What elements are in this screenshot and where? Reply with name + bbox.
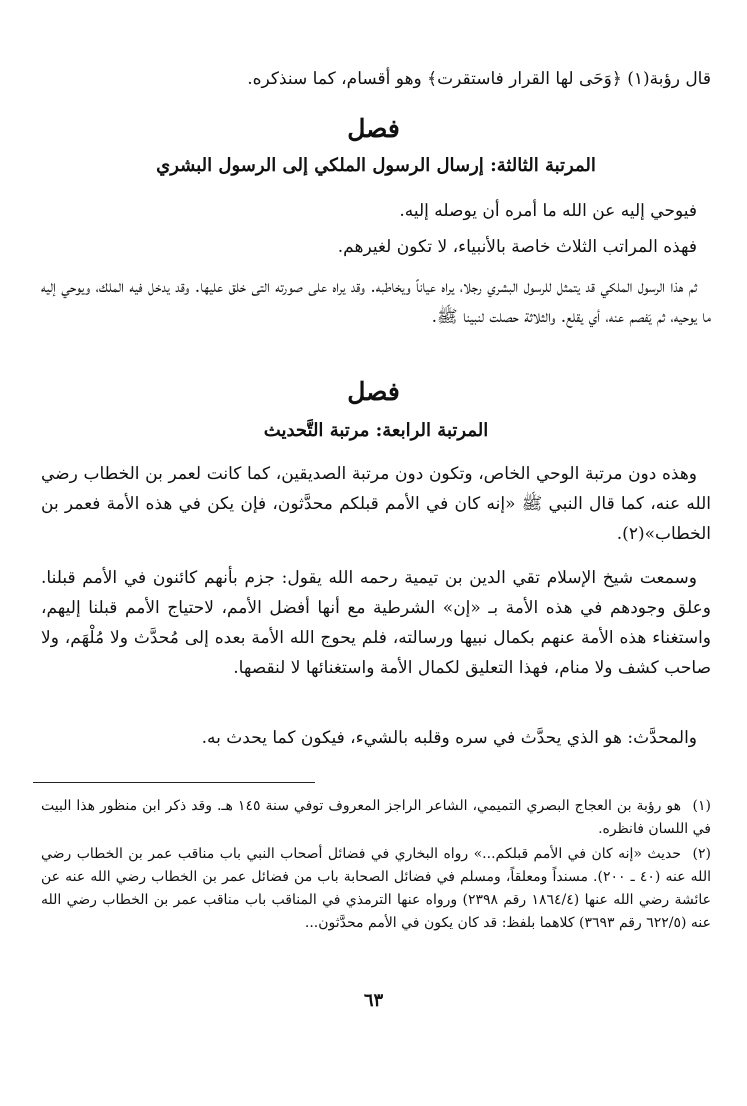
footnote-2-text: حديث «إنه كان في الأمم قبلكم...» رواه البخاري في فضائل أصحاب النبي باب مناقب عمر بن الخطاب رضي الله عنه (٤٠ ـ ٢٠٠). مسنداً ومعلقاً، ومسلم في فضائل الصحابة باب من فضائل عمر بن الخطاب رضي الله عنه عن عائشة رضي الله عنها (١٨٦٤/٤ رقم ٢٣٩٨) ورواه عنها الترمذي في المناقب باب مناقب عمر بن الخطاب رضي الله عنه (٦٢٢/٥ رقم ٣٦٩٣) كلاهما بلفظ: قد كان يكون في الأمم محدَّثون... <box>41 846 711 931</box>
paragraph-ibn-taymiyyah: وسمعت شيخ الإسلام تقي الدين بن تيمية رحمه الله يقول: جزم بأنهم كائنون في الأمم قبلنا. وعلق وجودهم في هذه الأمة بـ «إن» الشرطية مع أنها أفضل الأمم، لاحتياج الأمم قبلنا إليهم، واستغناء هذه الأمة عنهم بكمال نبيها ورسالته، فلم يحوج الله الأمة بعده إلى مُحدَّث ولا مُلْهَم، ولا صاحب كشف ولا منام، فهذا التعليق لكمال الأمة واستغنائها لا لنقصها. <box>41 568 711 678</box>
footnote-1-text: هو رؤبة بن العجاج البصري التميمي، الشاعر الراجز المعروف توفي سنة ١٤٥ هـ. وقد ذكر ابن منظور هذا البيت في اللسان فانظره. <box>41 798 711 837</box>
page-number: ٦٣ <box>363 990 384 1011</box>
section-subheading-third-rank: المرتبة الثالثة: إرسال الرسول الملكي إلى الرسول البشري <box>156 155 596 176</box>
section-subheading-fourth-rank: المرتبة الرابعة: مرتبة التَّحديث <box>263 420 489 441</box>
footnote-separator <box>33 782 315 783</box>
paragraph-rubah-quote: قال رؤبة(١) ﴿وَحَى لها القرار فاستقرت﴾ وهو أقسام، كما سنذكره. <box>247 69 711 89</box>
section-heading-fasl-1: فصل <box>347 114 400 143</box>
footnote-1-marker: (١) <box>692 798 711 814</box>
footnote-1 <box>41 795 711 841</box>
paragraph-tahdith-rank: وهذه دون مرتبة الوحي الخاص، وتكون دون مرتبة الصديقين، كما كانت لعمر بن الخطاب رضي الله عنه، كما قال النبي ﷺ «إنه كان في الأمم قبلكم محدَّثون، فإن يكن في هذه الأمة فعمر بن الخطاب»(٢). <box>41 464 711 544</box>
paragraph-muhaddath-definition: والمحدَّث: هو الذي يحدَّث في سره وقلبه بالشيء، فيكون كما يحدث به. <box>201 728 697 748</box>
paragraph-three-ranks: فهذه المراتب الثلاث خاصة بالأنبياء، لا تكون لغيرهم. <box>337 237 697 257</box>
footnote-2 <box>41 843 711 935</box>
footnote-2-marker: (٢) <box>692 846 711 862</box>
section-heading-fasl-2: فصل <box>347 377 400 406</box>
paragraph-revelation-delivery: فيوحي إليه عن الله ما أمره أن يوصله إليه. <box>399 201 697 221</box>
paragraph-angelic-messenger: ثم هذا الرسول الملكي قد يتمثل للرسول البشري رجلا، يراه عياناً ويخاطبه. وقد يراه على صورته التى خلق عليها. وقد يدخل فيه الملك، ويوحي إليه ما يوحيه، ثم يَفصم عنه، أي يقلع. والثلاثة حصلت لنبينا ﷺ. <box>41 277 711 327</box>
